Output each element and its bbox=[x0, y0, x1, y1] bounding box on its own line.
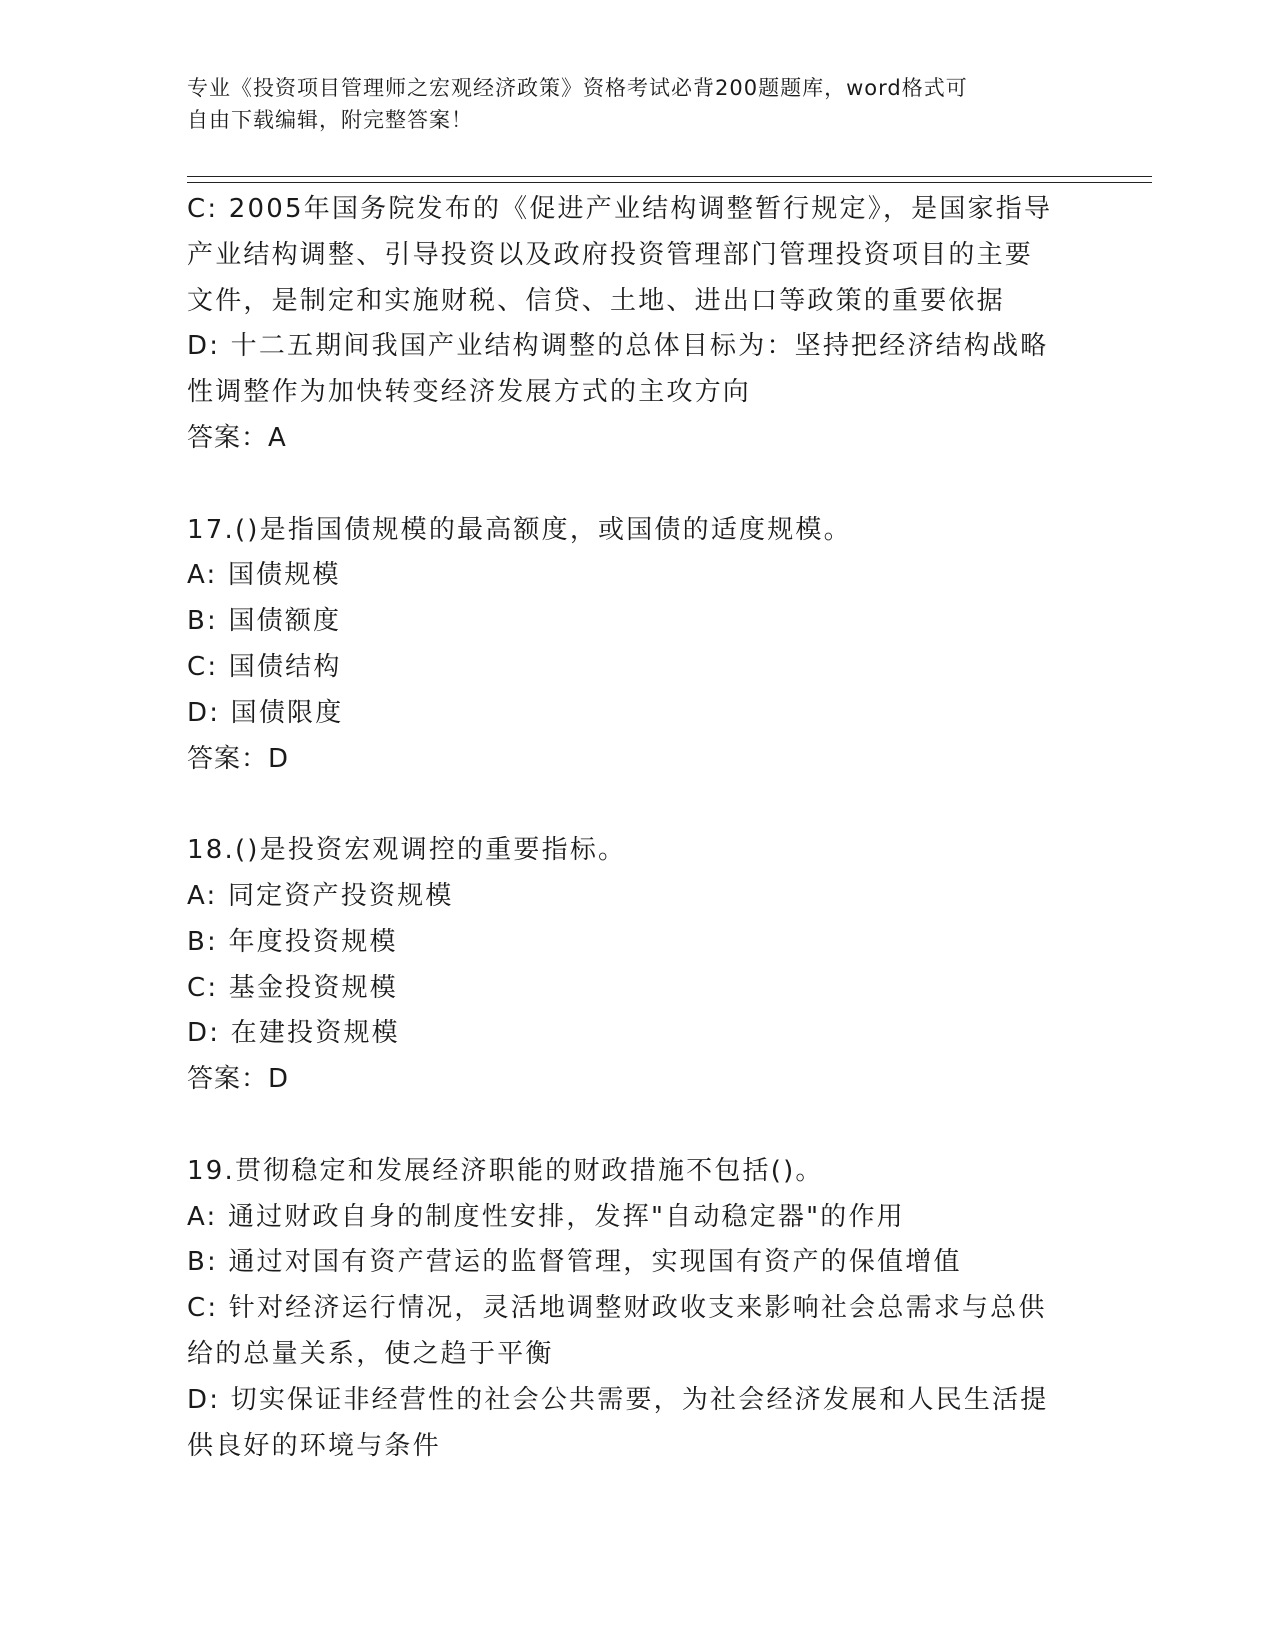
q19-option-b: B: 通过对国有资产营运的监督管理，实现国有资产的保值增值 bbox=[187, 1247, 962, 1278]
q19-option-c-line-2: 给的总量关系，使之趋于平衡 bbox=[187, 1338, 554, 1369]
q19-option-d-line-2: 供良好的环境与条件 bbox=[187, 1430, 441, 1461]
q18-answer: 答案：D bbox=[187, 1064, 290, 1095]
q19-option-d-line-1: D: 切实保证非经营性的社会公共需要，为社会经济发展和人民生活提 bbox=[187, 1384, 1049, 1415]
q16-option-d-line-1: D: 十二五期间我国产业结构调整的总体目标为：坚持把经济结构战略 bbox=[187, 331, 1049, 362]
q16-option-d-line-2: 性调整作为加快转变经济发展方式的主攻方向 bbox=[187, 377, 752, 408]
q17-option-d: D: 国债限度 bbox=[187, 697, 344, 728]
q18-option-d: D: 在建投资规模 bbox=[187, 1018, 400, 1049]
page-header bbox=[187, 72, 1087, 136]
question-18 bbox=[187, 828, 1107, 1103]
q18-option-b: B: 年度投资规模 bbox=[187, 926, 398, 957]
q16-answer: 答案：A bbox=[187, 422, 287, 453]
question-17 bbox=[187, 508, 1107, 783]
question-19 bbox=[187, 1149, 1107, 1470]
header-line-1: 专业《投资项目管理师之宏观经济政策》资格考试必背200题题库，word格式可 bbox=[187, 76, 968, 100]
q19-question: 19.贯彻稳定和发展经济职能的财政措施不包括()。 bbox=[187, 1155, 824, 1186]
q17-question: 17.()是指国债规模的最高额度，或国债的适度规模。 bbox=[187, 514, 852, 545]
q17-answer: 答案：D bbox=[187, 743, 290, 774]
q18-option-a: A: 同定资产投资规模 bbox=[187, 880, 454, 911]
q17-option-b: B: 国债额度 bbox=[187, 606, 342, 637]
spacer bbox=[187, 1103, 1107, 1149]
spacer bbox=[187, 462, 1107, 508]
q17-option-c: C: 国债结构 bbox=[187, 651, 342, 682]
q16-option-c-line-1: C: 2005年国务院发布的《促进产业结构调整暂行规定》，是国家指导 bbox=[187, 194, 1053, 224]
q18-option-c: C: 基金投资规模 bbox=[187, 972, 398, 1003]
q16-option-c-line-2: 产业结构调整、引导投资以及政府投资管理部门管理投资项目的主要 bbox=[187, 239, 1034, 270]
q16-option-c-line-3: 文件，是制定和实施财税、信贷、土地、进出口等政策的重要依据 bbox=[187, 285, 1005, 316]
header-line-2: 自由下载编辑，附完整答案！ bbox=[187, 108, 473, 132]
header-rule-bottom bbox=[187, 182, 1152, 183]
document-body bbox=[187, 187, 1107, 1469]
q19-option-c-line-1: C: 针对经济运行情况，灵活地调整财政收支来影响社会总需求与总供 bbox=[187, 1293, 1047, 1324]
header-rule-top bbox=[187, 176, 1152, 177]
question-16-tail bbox=[187, 187, 1107, 462]
q17-option-a: A: 国债规模 bbox=[187, 560, 341, 591]
spacer bbox=[187, 782, 1107, 828]
q19-option-a: A: 通过财政自身的制度性安排，发挥"自动稳定器"的作用 bbox=[187, 1201, 905, 1232]
q18-question: 18.()是投资宏观调控的重要指标。 bbox=[187, 835, 627, 866]
